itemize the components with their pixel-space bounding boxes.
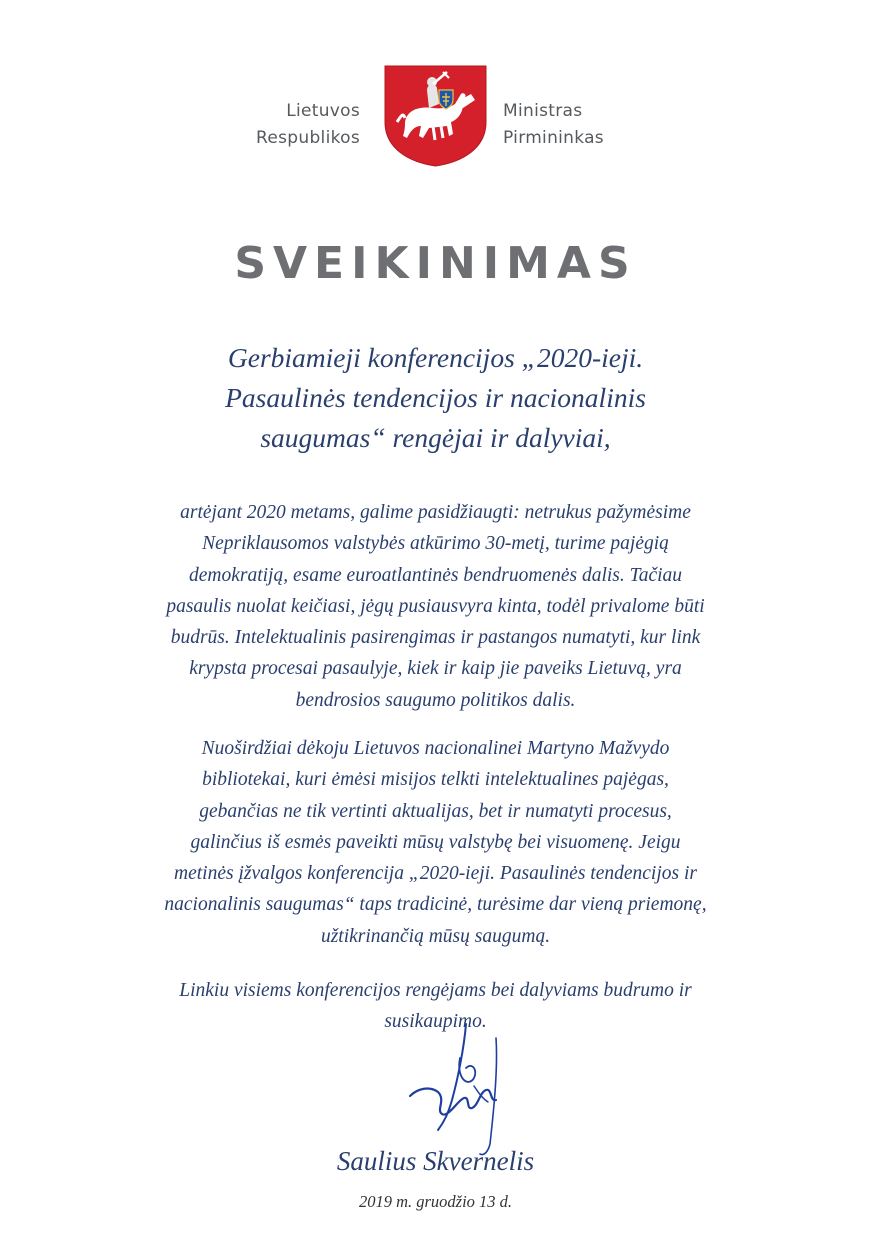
coat-of-arms-vytis-icon: [383, 64, 488, 168]
paragraph-line: artėjant 2020 metams, galime pasidžiaugti: netrukus pažymėsime: [180, 502, 691, 523]
salutation: [120, 338, 751, 458]
signer-name: Saulius Skvernelis: [336, 1146, 535, 1176]
paragraph-line: užtikrinančią mūsų saugumą.: [320, 925, 551, 947]
paragraph-line: Nepriklausomos valstybės atkūrimo 30-metį, turime pajėgią: [202, 533, 669, 555]
header-lietuvos: Lietuvos: [286, 101, 360, 121]
paragraph-1: [90, 497, 781, 716]
paragraph-line: susikaupimo.: [384, 1011, 487, 1033]
document-title: SVEIKINIMAS: [234, 238, 637, 289]
handwritten-signature-icon: [408, 1018, 518, 1158]
header-pirmininkas: Pirmininkas: [503, 128, 604, 148]
header-right-text: [503, 98, 683, 152]
salutation-line: Gerbiamieji konferencijos „2020-ieji.: [227, 342, 644, 373]
letter-date: 2019 m. gruodžio 13 d.: [358, 1192, 513, 1211]
paragraph-line: gebančias ne tik vertinti aktualijas, bet ir numatyti procesus,: [199, 800, 672, 822]
paragraph-line: Linkiu visiems konferencijos rengėjams bei dalyviams budrumo ir: [179, 980, 692, 1001]
paragraph-line: krypsta procesai pasaulyje, kiek ir kaip jie paveiks Lietuvą, yra: [189, 658, 682, 680]
paragraph-line: budrūs. Intelektualinis pasirengimas ir pastangos numatyti, kur link: [170, 627, 701, 649]
paragraph-line: metinės įžvalgos konferencija „2020-ieji. Pasaulinės tendencijos ir: [174, 863, 697, 885]
paragraph-line: galinčius iš esmės paveikti mūsų valstybę bei visuomenę. Jeigu: [190, 831, 681, 853]
header-respublikos: Respublikos: [256, 128, 360, 148]
paragraph-line: Nuoširdžiai dėkoju Lietuvos nacionalinei Martyno Mažvydo: [201, 738, 670, 759]
paragraph-line: bendrosios saugumo politikos dalis.: [295, 689, 576, 711]
paragraph-line: nacionalinis saugumas“ taps tradicinė, turėsime dar vieną priemonę,: [164, 894, 707, 916]
paragraph-line: demokratiją, esame euroatlantinės bendruomenės dalis. Tačiau: [188, 564, 683, 586]
header-left-text: [190, 98, 360, 152]
paragraph-line: pasaulis nuolat keičiasi, jėgų pusiausvyra kinta, todėl privalome būti: [166, 595, 705, 617]
salutation-line: saugumas“ rengėjai ir dalyviai,: [260, 422, 611, 453]
header-ministras: Ministras: [503, 101, 583, 121]
paragraph-2: [90, 733, 781, 952]
salutation-line: Pasaulinės tendencijos ir nacionalinis: [225, 382, 646, 413]
paragraph-line: bibliotekai, kuri ėmėsi misijos telkti intelektualines pajėgas,: [202, 769, 669, 791]
